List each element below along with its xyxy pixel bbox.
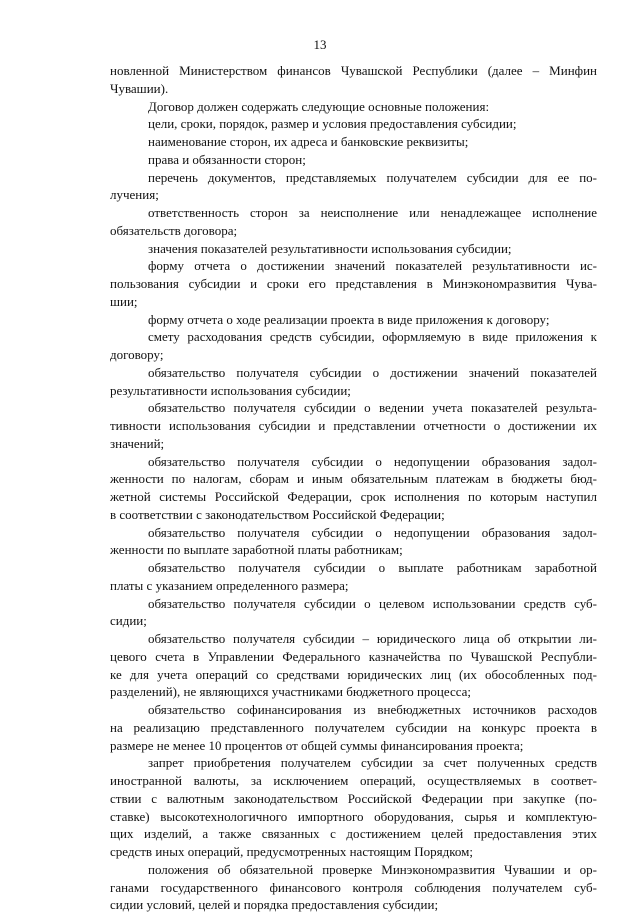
text-line: положения об обязательной проверке Минэкономразвития Чувашии и ор-: [148, 861, 597, 877]
text-line: результативности использования субсидии;: [110, 382, 351, 398]
text-line: перечень документов, представляемых получателем субсидии для ее по-: [148, 169, 597, 185]
text-line: обязательство получателя субсидии о целевом использовании средств суб-: [148, 595, 597, 611]
text-line: новленной Министерством финансов Чувашской Республики (далее – Минфин: [110, 63, 597, 78]
text-line: цевого счета в Управлении Федерального казначейства по Чувашской Республи-: [110, 648, 597, 664]
text-line: платы с указанием определенного размера;: [110, 577, 349, 593]
text-line: тивности использования субсидии и представлении отчетности о достижении их: [110, 418, 597, 433]
text-line: цели, сроки, порядок, размер и условия предоставления субсидии;: [148, 116, 517, 132]
text-line: обязательств договора;: [110, 222, 238, 238]
text-line: обязательство получателя субсидии – юридического лица об открытии ли-: [148, 631, 597, 646]
text-line: смету расходования средств субсидии, оформляемую в виде приложения к: [148, 329, 597, 345]
text-line: ганами государственного финансового контроля соблюдения получателем суб-: [110, 879, 597, 895]
text-line: ке для учета операций со средствами юридических лиц (их обособленных под-: [110, 666, 597, 682]
text-line: жетной системы Российской Федерации, срок исполнения по которым наступил: [110, 489, 597, 504]
text-line: в соответствии с законодательством Российской Федерации;: [110, 506, 445, 522]
document-body: [110, 62, 597, 914]
text-line: ствии с валютным законодательством Российской Федерации при закупке (по-: [110, 790, 597, 806]
text-line: права и обязанности сторон;: [148, 151, 306, 167]
text-line: женности по выплате заработной платы работникам;: [110, 542, 403, 558]
text-line: шии;: [110, 293, 138, 309]
page-number: 13: [313, 37, 327, 52]
text-line: иностранной валюты, за исключением операций, осуществляемых в соответ-: [110, 773, 597, 788]
text-line: форму отчета о достижении значений показателей результативности ис-: [148, 258, 597, 274]
text-line: сидии;: [110, 613, 147, 629]
text-line: договору;: [110, 347, 164, 362]
text-line: сидии условий, целей и порядка предоставления субсидии;: [110, 897, 439, 913]
text-line: форму отчета о ходе реализации проекта в виде приложения к договору;: [148, 311, 550, 327]
text-line: Чувашии).: [110, 80, 169, 96]
text-line: обязательство получателя субсидии о ведении учета показателей результа-: [148, 400, 597, 416]
text-line: размере не менее 10 процентов от общей суммы финансирования проекта;: [110, 737, 524, 753]
text-line: запрет приобретения получателем субсидии за счет полученных средств: [148, 755, 597, 771]
text-line: разделений), не являющихся участниками бюджетного процесса;: [110, 684, 472, 700]
text-line: пользования субсидии и сроки его представления в Минэкономразвития Чува-: [110, 276, 597, 291]
text-line: средств иных операций, предусмотренных настоящим Порядком;: [110, 844, 474, 859]
text-line: обязательство софинансирования из внебюджетных источников расходов: [148, 702, 597, 717]
text-line: ответственность сторон за неисполнение или ненадлежащее исполнение: [148, 205, 597, 220]
text-line: женности по налогам, сборам и иным обязательным платежам в бюджеты бюд-: [110, 471, 597, 487]
text-line: наименование сторон, их адреса и банковские реквизиты;: [148, 134, 469, 149]
text-line: Договор должен содержать следующие основные положения:: [148, 98, 490, 114]
text-line: значений;: [110, 435, 165, 451]
text-line: щих изделий, а также связанных с достижением целей предоставления этих: [110, 826, 597, 842]
text-line: обязательство получателя субсидии о недопущении образования задол-: [148, 453, 597, 469]
text-line: лучения;: [110, 187, 159, 203]
text-line: обязательство получателя субсидии о выплате работникам заработной: [148, 560, 597, 575]
text-line: обязательство получателя субсидии о достижении значений показателей: [148, 364, 597, 380]
text-line: ставке) высокотехнологичного импортного оборудования, сырья и комплектую-: [110, 808, 597, 824]
text-line: обязательство получателя субсидии о недопущении образования задол-: [148, 524, 597, 540]
text-line: значения показателей результативности использования субсидии;: [148, 240, 512, 256]
text-line: на реализацию представленного получателем субсидии на конкурс проекта в: [110, 719, 597, 735]
